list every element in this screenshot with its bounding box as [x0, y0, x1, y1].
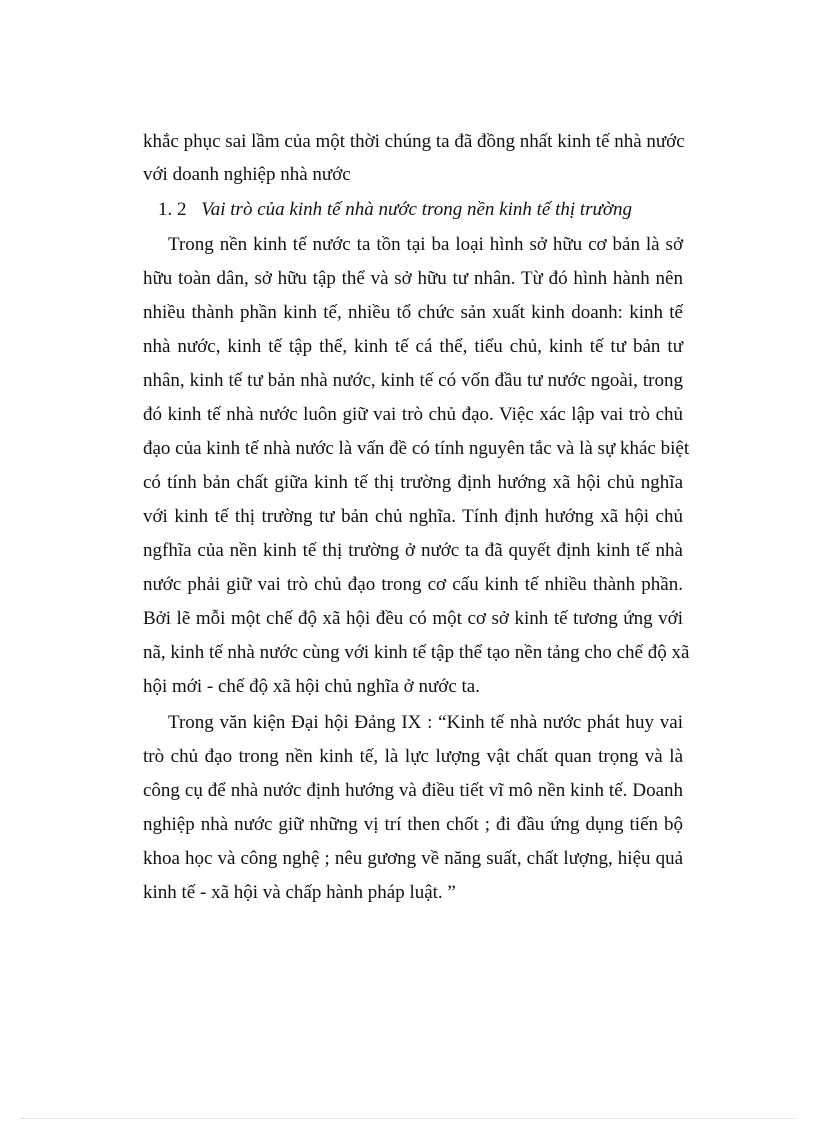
body-text-line: Trong văn kiện Đại hội Đảng IX : “Kinh tế nhà nước phát huy vai: [168, 712, 683, 733]
body-text-line: nã, kinh tế nhà nước cùng với kinh tế tập thể tạo nền tảng cho chế độ xã: [143, 642, 690, 663]
body-text-line: Bởi lẽ mỗi một chế độ xã hội đều có một cơ sở kinh tế tương ứng với: [143, 608, 683, 629]
body-text-line: đạo của kinh tế nhà nước là vấn đề có tính nguyên tắc và là sự khác biệt: [143, 438, 690, 459]
body-text-line: nghiệp nhà nước giữ những vị trí then chốt ; đi đầu ứng dụng tiến bộ: [143, 814, 683, 835]
body-text-line: ngfhĩa của nền kinh tế thị trường ở nước ta đã quyết định kinh tế nhà: [143, 540, 683, 561]
section-number: 1. 2: [158, 199, 187, 220]
body-text-line: khoa học và công nghệ ; nêu gương về năng suất, chất lượng, hiệu quả: [143, 848, 683, 869]
body-text-line: với kinh tế thị trường tư bản chủ nghĩa. Tính định hướng xã hội chủ: [143, 506, 683, 527]
body-text-line: với doanh nghiệp nhà nước: [143, 164, 351, 185]
body-text-line: có tính bản chất giữa kinh tế thị trường định hướng xã hội chủ nghĩa: [143, 472, 683, 493]
page-bottom-divider: [20, 1118, 796, 1119]
body-text-line: công cụ để nhà nước định hướng và điều tiết vĩ mô nền kinh tế. Doanh: [143, 780, 683, 801]
section-heading: [158, 198, 632, 222]
body-text-line: khắc phục sai lầm của một thời chúng ta đã đồng nhất kinh tế nhà nước: [143, 131, 685, 152]
body-text-line: kinh tế - xã hội và chấp hành pháp luật. ”: [143, 882, 456, 903]
section-title: Vai trò của kinh tế nhà nước trong nền kinh tế thị trường: [201, 199, 633, 220]
body-text-line: nhân, kinh tế tư bản nhà nước, kinh tế có vốn đầu tư nước ngoài, trong: [143, 370, 683, 391]
body-text-line: Trong nền kinh tế nước ta tồn tại ba loại hình sở hữu cơ bản là sở: [168, 234, 683, 255]
body-text-line: nhiều thành phần kinh tế, nhiều tổ chức sản xuất kinh doanh: kinh tế: [143, 302, 683, 323]
body-text-line: nhà nước, kinh tế tập thể, kinh tế cá thể, tiểu chủ, kinh tế tư bản tư: [143, 336, 683, 357]
body-text-line: hữu toàn dân, sở hữu tập thể và sở hữu tư nhân. Từ đó hình hành nên: [143, 268, 683, 289]
body-text-line: trò chủ đạo trong nền kinh tế, là lực lượng vật chất quan trọng và là: [143, 746, 683, 767]
body-text-line: hội mới - chế độ xã hội chủ nghĩa ở nước ta.: [143, 676, 480, 697]
body-text-line: nước phải giữ vai trò chủ đạo trong cơ cấu kinh tế nhiều thành phần.: [143, 574, 683, 595]
body-text-line: đó kinh tế nhà nước luôn giữ vai trò chủ đạo. Việc xác lập vai trò chủ: [143, 404, 683, 425]
